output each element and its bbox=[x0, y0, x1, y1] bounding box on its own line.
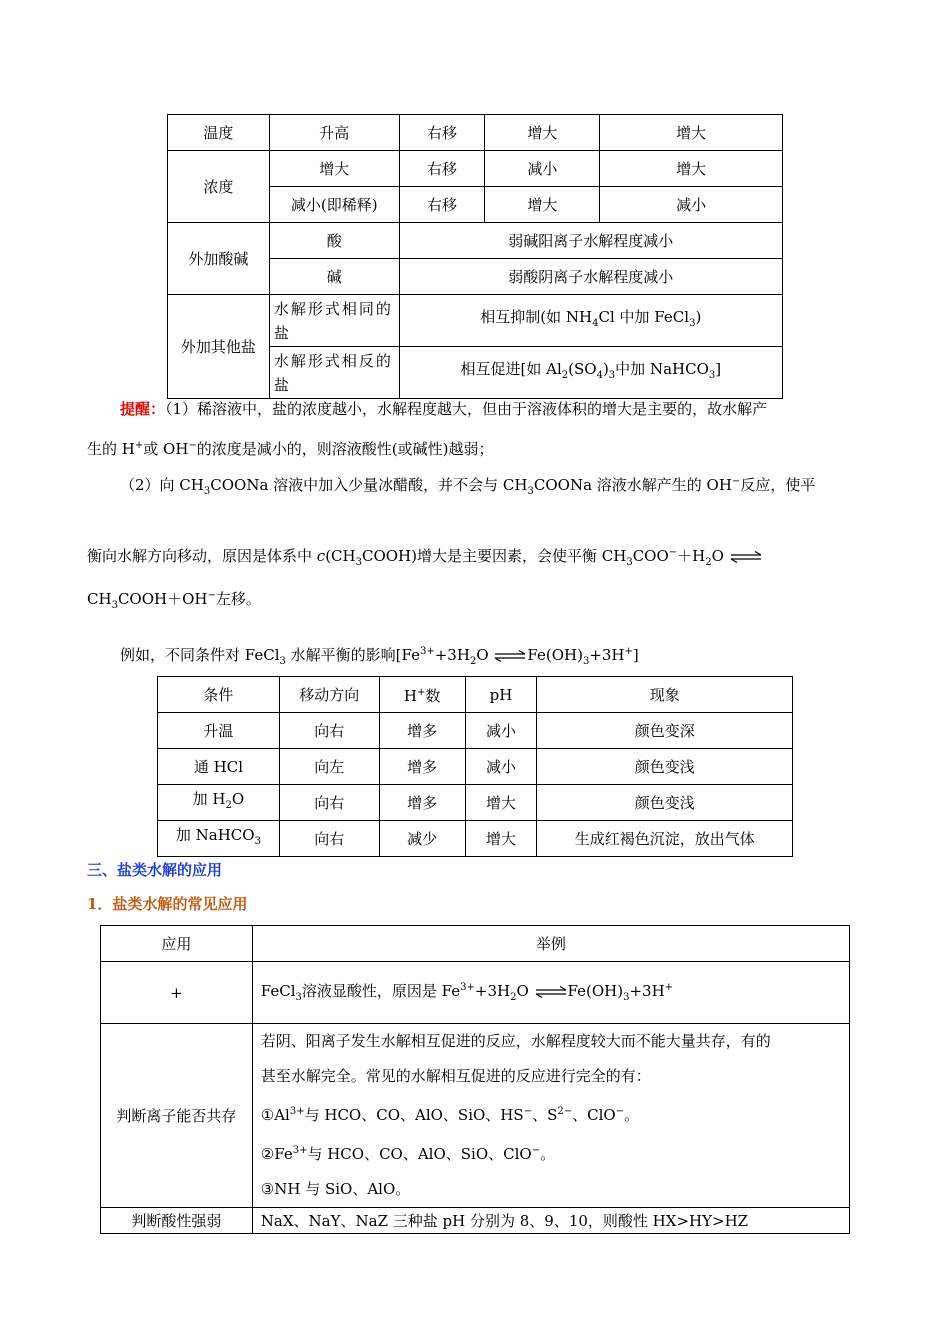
header-cell: 现象 bbox=[537, 677, 793, 713]
tip-line-2: 生的 H+或 OH−的浓度是减小的，则溶液酸性(或碱性)越弱； bbox=[87, 440, 494, 458]
cell: 右移 bbox=[399, 151, 485, 187]
cell: 判断酸性强弱 bbox=[101, 1208, 253, 1234]
hydrolysis-factors-table bbox=[167, 114, 783, 399]
cell: 向右 bbox=[279, 821, 379, 857]
header-cell: 移动方向 bbox=[279, 677, 379, 713]
header-cell: H+数 bbox=[379, 677, 465, 713]
cell: 升温 bbox=[158, 713, 280, 749]
cell: 减小 bbox=[600, 187, 783, 223]
section-heading: 三、盐类水解的应用 bbox=[87, 861, 223, 879]
cell: 增大 bbox=[600, 115, 783, 151]
cell: 加 NaHCO$_3$ bbox=[158, 821, 280, 857]
cell: 增多 bbox=[379, 785, 465, 821]
equilibrium-arrow-icon bbox=[534, 986, 568, 998]
cell: 向右 bbox=[279, 785, 379, 821]
cell: 减小 bbox=[485, 151, 600, 187]
header-cell: 条件 bbox=[158, 677, 280, 713]
cell: 生成红褐色沉淀，放出气体 bbox=[537, 821, 793, 857]
cell: 向右 bbox=[279, 713, 379, 749]
cell: 外加酸碱 bbox=[168, 223, 270, 295]
cell: 通 HCl bbox=[158, 749, 280, 785]
header-cell: pH bbox=[465, 677, 537, 713]
cell: 增大 bbox=[465, 785, 537, 821]
tip-line-5: $CH_3COOH+OH^-$左移。 bbox=[87, 590, 261, 611]
fecl3-conditions-table bbox=[157, 676, 793, 857]
cell: 增多 bbox=[379, 713, 465, 749]
cell: 减小 bbox=[465, 713, 537, 749]
cell: 水解形式相反的盐 bbox=[269, 347, 399, 399]
tip-line-1: 提醒：（1）稀溶液中，盐的浓度越小，水解程度越大，但由于溶液体积的增大是主要的，故水解产 bbox=[120, 400, 768, 418]
example-line: 例如，不同条件对 FeCl$_3$ 水解平衡的影响[$Fe^{3+}+3H_2O$ $Fe(OH)_3+3H^+$] bbox=[120, 646, 639, 667]
subsection-heading: 1．盐类水解的常见应用 bbox=[87, 895, 248, 913]
cell: 增大 bbox=[269, 151, 399, 187]
cell: 颜色变浅 bbox=[537, 749, 793, 785]
cell: 颜色变浅 bbox=[537, 785, 793, 821]
equilibrium-arrow-icon bbox=[729, 551, 763, 563]
header-cell: 应用 bbox=[101, 926, 253, 962]
cell: 向左 bbox=[279, 749, 379, 785]
hydrolysis-applications-table bbox=[100, 925, 850, 1234]
cell: 右移 bbox=[399, 187, 485, 223]
cell: 外加其他盐 bbox=[168, 295, 270, 399]
cell: 温度 bbox=[168, 115, 270, 151]
cell: 增大 bbox=[465, 821, 537, 857]
cell: 浓度 bbox=[168, 151, 270, 223]
cell: 弱酸阴离子水解程度减小 bbox=[399, 259, 782, 295]
cell: 升高 bbox=[269, 115, 399, 151]
equilibrium-arrow-icon bbox=[493, 650, 527, 662]
cell: 判断离子能否共存 bbox=[101, 1024, 253, 1208]
cell: 减小 bbox=[465, 749, 537, 785]
cell: 增大 bbox=[485, 187, 600, 223]
cell: FeCl$_3$溶液显酸性，原因是 $Fe^{3+}+3H_2O$ $Fe(OH)_3+3H^+$ bbox=[252, 962, 849, 1024]
cell: 减少 bbox=[379, 821, 465, 857]
tip-label: 提醒： bbox=[120, 400, 166, 418]
cell: 碱 bbox=[269, 259, 399, 295]
cell: 酸 bbox=[269, 223, 399, 259]
cell: 增大 bbox=[485, 115, 600, 151]
tip-line-4: 衡向水解方向移动，原因是体系中 $c(CH_3COOH)$增大是主要因素，会使平衡 $CH_3COO^-+H_2O$ bbox=[87, 541, 763, 575]
tip-line-3: （2）向 $CH_3COONa$ 溶液中加入少量冰醋酸，并不会与 $CH_3COONa$ 溶液水解产生的 OH−反应，使平 bbox=[120, 476, 816, 497]
cell: 加 $H_2O$ bbox=[158, 785, 280, 821]
cell: 相互促进[如 $Al_2(SO_4)_3$中加 NaHCO$_3$] bbox=[399, 347, 782, 399]
header-cell: 举例 bbox=[252, 926, 849, 962]
cell: 减小(即稀释) bbox=[269, 187, 399, 223]
cell: 水解形式相同的盐 bbox=[269, 295, 399, 347]
cell: 右移 bbox=[399, 115, 485, 151]
cell: + bbox=[101, 962, 253, 1024]
cell: 颜色变深 bbox=[537, 713, 793, 749]
cell: 弱碱阳离子水解程度减小 bbox=[399, 223, 782, 259]
cell: 增多 bbox=[379, 749, 465, 785]
cell: NaX、NaY、NaZ 三种盐 pH 分别为 8、9、10，则酸性 HX>HY>HZ bbox=[252, 1208, 849, 1234]
cell: 若阴、阳离子发生水解相互促进的反应，水解程度较大而不能大量共存，有的 甚至水解完全。常见的水解相互促进的反应进行完全的有： $①Al^{3+}$与 HCO、CO、AlO、SiO、HS−、$S^{2-}$、ClO−。 $②Fe^{3+}$与 HCO、CO、AlO、SiO、ClO−。 ③NH 与 SiO、AlO。 bbox=[252, 1024, 849, 1208]
cell: 增大 bbox=[600, 151, 783, 187]
cell: 相互抑制(如 $NH_4Cl$ 中加 FeCl$_3$) bbox=[399, 295, 782, 347]
